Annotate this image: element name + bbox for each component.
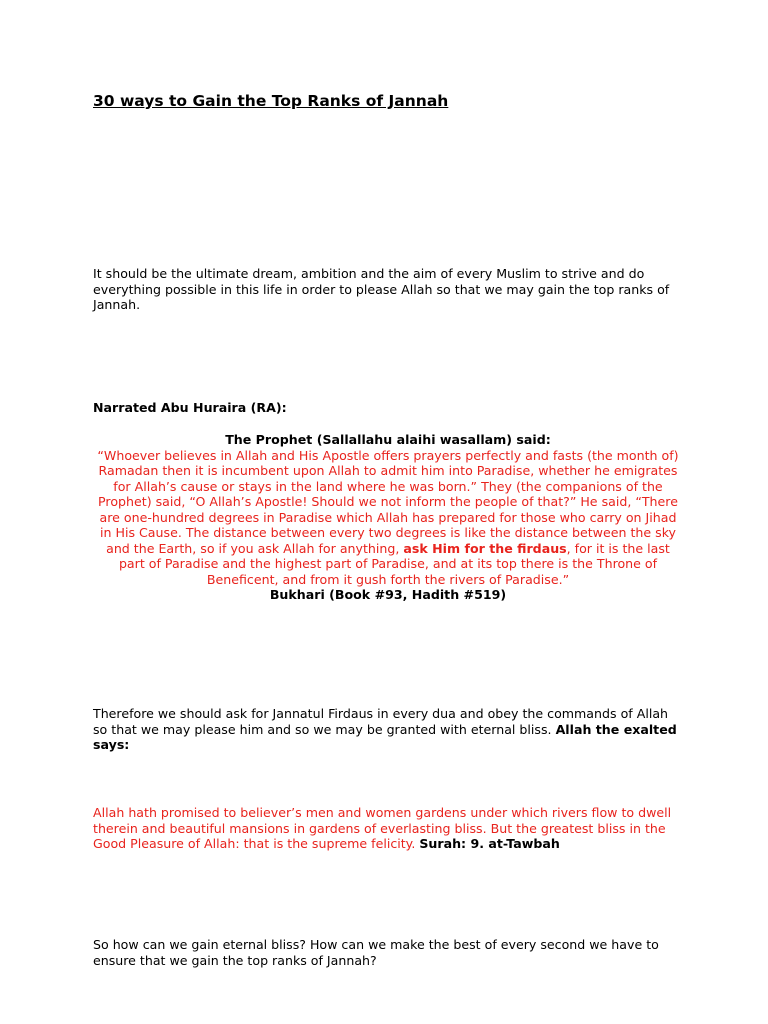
closing-paragraph: So how can we gain eternal bliss? How can we make the best of every second we have to ensure that we gain the top ranks of Jannah? [93,937,659,968]
narrator-line: Narrated Abu Huraira (RA): [93,400,287,415]
page-title: 30 ways to Gain the Top Ranks of Jannah [93,92,449,110]
therefore-paragraph [93,706,683,753]
hadith-intro-line: The Prophet (Sallallahu alaihi wasallam) said: [225,432,551,447]
intro-paragraph: It should be the ultimate dream, ambition and the aim of every Muslim to strive and do everything possible in this life in order to please Allah so that we may gain the top ranks of Jannah. [93,266,670,312]
hadith-quote-part1: “Whoever believes in Allah and His Apostle offers prayers perfectly and fasts (the month of) Ramadan then it is incumbent upon Allah to admit him into Paradise, whether he emigrates for Allah’s cause or stays in the land where he was born.” They (the companions of the Prophet) said, “O Allah’s Apostle! Should we not inform the people of that?” He said, “There are one-hundred degrees in Paradise which Allah has prepared for those who carry on Jihad in His Cause. The distance between every two degrees is like the distance between the sky and the Earth, so if you ask Allah for anything, [97,447,679,556]
hadith-quote-part2: , for it is the last part of Paradise and the highest part of Paradise, and at its top there is the Throne of Beneficent, and from it gush forth the rivers of Paradise.” [118,540,670,587]
hadith-quote [93,448,683,588]
hadith-block [93,432,683,603]
quran-text: Allah hath promised to believer’s men and women gardens under which rivers flow to dwell therein and beautiful mansions in gardens of everlasting bliss. But the greatest bliss in the Good Pleasure of Allah: that is the supreme felicity. [93,805,672,851]
quran-paragraph [93,805,683,852]
quran-reference: Surah: 9. at-Tawbah [419,836,560,851]
hadith-quote-emphasis: ask Him for the firdaus [403,540,567,556]
hadith-source: Bukhari (Book #93, Hadith #519) [269,587,507,602]
therefore-bold: Allah the exalted says: [93,721,677,752]
therefore-text: Therefore we should ask for Jannatul Firdaus in every dua and obey the commands of Allah so that we may please him and so we may be granted with eternal bliss. [93,706,669,737]
